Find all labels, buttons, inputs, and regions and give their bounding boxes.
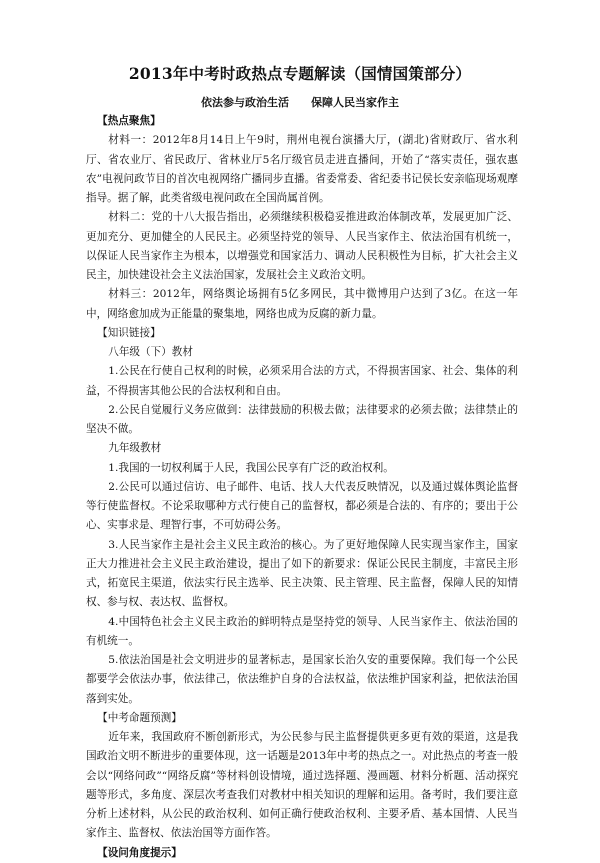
material-paragraph: 材料二：党的十八大报告指出，必须继续积极稳妥推进政治体制改革，发展更加广泛、更加充分、更加健全的人民民主。必须坚持党的领导、人民当家作主、依法治国有机统一，以保证人民当家作主为根本，以增强党和国家活力、调动人民积极性为目标，扩大社会主义民主，加快建设社会主义法治国家，发展社会主义政治文明。 xyxy=(86,211,518,281)
material-paragraph: 材料三：2012年，网络舆论场拥有5亿多网民，其中微博用户达到了3亿。在这一年中，网络愈加成为正能量的聚集地，网络也成为反腐的新力量。 xyxy=(86,288,518,320)
material-paragraph: 材料一：2012年8月14日上午9时，荆州电视台演播大厅，(湖北)省财政厅、省水利厅、省农业厅、省民政厅、省林业厅5名厅级官员走进直播间，开始了“落实责任，强农惠农”电视问政节目的首次电视网络广播同步直播。省委常委、省纪委书记侯长安亲临现场观摩指导。据了解，此类省级电视问政在全国尚属首例。 xyxy=(86,134,518,204)
document-body xyxy=(86,112,518,863)
forecast-paragraph: 近年来，我国政府不断创新形式，为公民参与民主监督提供更多更有效的渠道，这是我国政治文明不断进步的重要体现，这一话题是2013年中考的热点之一。对此热点的考查一般会以“网络问政”“网络反腐”等材料创设情境，通过选择题、漫画题、材料分析题、活动探究题等形式，多角度、深层次考查我们对教材中相关知识的理解和运用。备考时，我们要注意分析上述材料，从公民的政治权利、如何正确行使政治权利、主要矛盾、基本国情、人民当家作主、监督权、依法治国等方面作答。 xyxy=(86,731,518,840)
section-heading-knowledge-link: 【知识链接】 xyxy=(97,326,161,339)
knowledge-item: 3.人民当家作主是社会主义民主政治的核心。为了更好地保障人民实现当家作主，国家正大力推进社会主义民主政治建设，提出了如下的新要求：保证公民民主制度，丰富民主形式，拓宽民主渠道，依法实行民主选举、民主决策、民主管理、民主监督，保障人民的知情权、参与权、表达权、监督权。 xyxy=(86,538,518,609)
knowledge-item: 4.中国特色社会主义民主政治的鲜明特点是坚持党的领导、人民当家作主、依法治国的有机统一。 xyxy=(86,615,518,647)
grade9-heading: 九年级教材 xyxy=(108,442,162,455)
knowledge-item: 5.依法治国是社会文明进步的显著标志，是国家长治久安的重要保障。我们每一个公民都要学会依法办事，依法律己，依法维护自身的合法权益，依法维护国家利益，把依法治国落到实处。 xyxy=(86,654,518,705)
knowledge-item: 2.公民可以通过信访、电子邮件、电话、找人大代表反映情况，以及通过媒体舆论监督等行使监督权。不论采取哪种方式行使自己的监督权，都必须是合法的、有序的；要出于公心、实事求是、理智行事，不可妨碍公务。 xyxy=(86,480,518,532)
section-heading-question-angle: 【设问角度提示】 xyxy=(97,846,182,859)
knowledge-item: 2.公民自觉履行义务应做到：法律鼓励的积极去做；法律要求的必须去做；法律禁止的坚决不做。 xyxy=(86,403,518,435)
grade8-heading: 八年级（下）教材 xyxy=(108,346,193,358)
section-heading-exam-forecast: 【中考命题预测】 xyxy=(97,711,182,724)
knowledge-item: 1.我国的一切权利属于人民，我国公民享有广泛的政治权利。 xyxy=(108,461,394,474)
section-heading-hot-focus: 【热点聚焦】 xyxy=(97,115,161,127)
knowledge-item: 1.公民在行使自己权利的时候，必须采用合法的方式，不得损害国家、社会、集体的利益，不得损害其他公民的合法权利和自由。 xyxy=(86,365,518,397)
document-subtitle: 依法参与政治生活 保障人民当家作主 xyxy=(201,96,399,109)
document-title: 2013年中考时政热点专题解读（国情国策部分） xyxy=(128,64,472,83)
